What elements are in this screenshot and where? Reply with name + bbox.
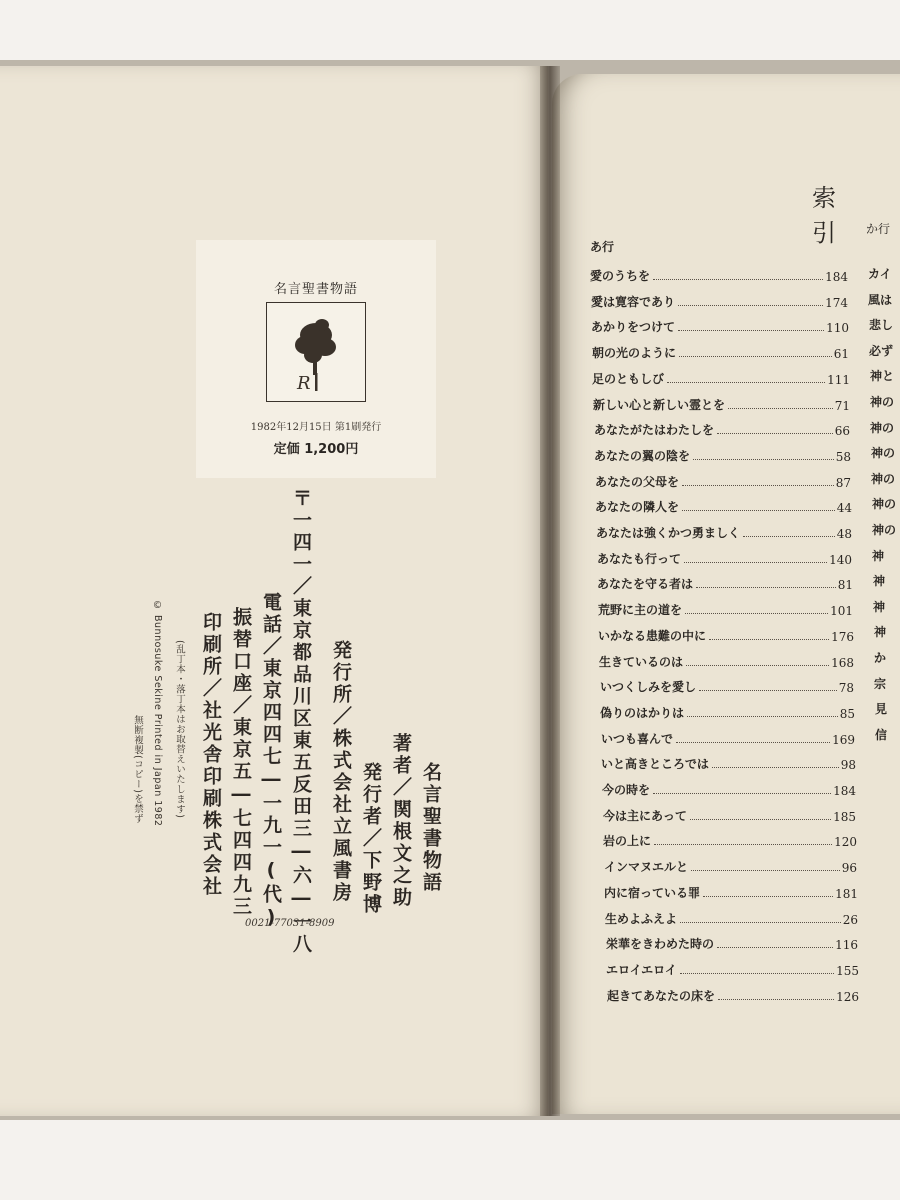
index-entry-text: 岩の上に	[603, 834, 652, 849]
index-entry-text: インマヌエルと	[604, 860, 689, 875]
index-entry-page: 66	[834, 424, 850, 439]
index-entry	[606, 958, 859, 978]
index-entry-text: 新しい心と新しい霊とを	[593, 397, 726, 412]
index-entry-page: 116	[835, 938, 858, 953]
index-entry	[592, 367, 850, 387]
index-entry-partial: 風は	[868, 292, 893, 307]
phone-line: 電話／東京四四七―一九一(代)	[260, 592, 282, 931]
index-entry-text: あなたは強くかつ勇ましく	[596, 526, 741, 540]
index-entry-text: エロイエロイ	[606, 962, 677, 977]
index-entry	[591, 315, 849, 335]
leader-dots	[685, 613, 828, 614]
index-entry-page: 96	[841, 861, 857, 876]
leader-dots	[653, 793, 831, 794]
index-entry-partial: 神	[873, 599, 886, 614]
index-entry-page: 140	[829, 552, 852, 567]
index-entry-partial: 神の	[870, 395, 895, 409]
index-entry-partial: 神	[873, 574, 886, 589]
index-entry-text: いかなる患難の中に	[598, 628, 707, 643]
book-title-vertical: 名言聖書物語	[420, 762, 442, 894]
author-line: 著者／関根文之助	[390, 733, 412, 909]
replacement-notice: (乱丁本・落丁本はお取替えいたします)	[174, 640, 185, 819]
index-entry-page: 26	[842, 912, 858, 927]
index-entry-page: 155	[836, 963, 859, 978]
index-entry	[595, 470, 851, 490]
index-entry-text: 愛のうちを	[590, 269, 651, 283]
index-entry	[598, 624, 854, 644]
leader-dots	[693, 459, 834, 460]
index-entry-page: 85	[839, 706, 855, 721]
index-entry-page: 120	[834, 835, 857, 850]
leader-dots	[687, 716, 838, 717]
section-heading-ka: か行	[866, 222, 891, 236]
index-entry	[605, 907, 858, 927]
index-entry-page: 44	[836, 501, 852, 516]
index-entry-text: あなたがたはわたしを	[594, 423, 715, 438]
address-line: 〒一四一／東京都品川区東五反田三―六―一八	[290, 488, 312, 956]
index-entry	[602, 778, 856, 798]
index-entry-text: 今は主にあって	[603, 808, 687, 823]
index-entry-page: 71	[834, 398, 850, 413]
index-entry	[590, 264, 848, 284]
leader-dots	[743, 536, 835, 537]
index-entry-page: 185	[833, 809, 856, 824]
index-entry	[601, 752, 856, 772]
index-entry-partial: 神	[874, 625, 887, 640]
index-entry-text: 生めよふえよ	[605, 911, 678, 926]
index-entry	[594, 418, 850, 438]
index-entry-page: 61	[833, 347, 849, 362]
leader-dots	[679, 356, 832, 357]
leader-dots	[680, 973, 834, 974]
index-entry-page: 111	[827, 372, 850, 387]
leader-dots	[712, 767, 839, 768]
index-entry-page: 58	[835, 449, 851, 464]
leader-dots	[682, 485, 834, 486]
index-entry	[597, 572, 853, 592]
leader-dots	[654, 844, 832, 845]
index-entry	[603, 804, 856, 824]
index-entry	[594, 444, 851, 464]
colophon-box	[196, 240, 436, 478]
leader-dots	[703, 896, 833, 897]
index-entry-text: 朝の光のように	[592, 346, 677, 361]
index-entry-partial: か	[874, 651, 887, 665]
index-entry-partial: 宗	[874, 676, 887, 691]
index-entry-text: あなたの翼の陰を	[594, 448, 691, 463]
leader-dots	[678, 330, 824, 331]
index-entry-page: 126	[836, 989, 859, 1004]
index-entry-partial: 信	[875, 727, 888, 742]
leader-dots	[717, 433, 833, 434]
index-entry-text: いつも喜んで	[601, 731, 674, 746]
isbn-code: 0021-77031-8909	[245, 918, 335, 929]
index-entry-page: 87	[835, 475, 851, 490]
index-entry-page: 110	[826, 321, 849, 336]
index-entry-partial: 悲し	[869, 318, 894, 333]
index-entry	[595, 495, 852, 515]
index-entry	[607, 984, 859, 1004]
index-entry	[603, 829, 857, 849]
index-entry-partial: カイ	[868, 267, 892, 281]
index-entry-text: 生きているのは	[599, 654, 684, 669]
publisher-logo	[266, 302, 366, 402]
index-entry-text: あなたの父母を	[595, 474, 680, 489]
index-entry	[606, 932, 858, 952]
copyright-line: © Bunnosuke Sekine Printed in Japan 1982	[152, 600, 163, 827]
copy-prohibited-notice: 無断複製(コピー)を禁ず	[132, 715, 143, 824]
index-entry	[600, 675, 854, 695]
index-entry-text: 荒野に主の道を	[598, 603, 683, 618]
index-entry-partial: 神の	[871, 471, 896, 486]
index-entry-page: 181	[835, 886, 858, 901]
publisher-person-line: 発行者／下野博	[360, 762, 382, 916]
series-title: 名言聖書物語	[273, 282, 358, 297]
leader-dots	[718, 999, 834, 1000]
index-entry-partial: 神と	[870, 369, 895, 384]
left-page	[0, 66, 548, 1116]
index-entry	[601, 727, 855, 747]
leader-dots	[653, 279, 823, 280]
index-entry-page: 184	[833, 784, 856, 798]
index-title: 索引	[812, 184, 862, 247]
index-entry-partial: 神の	[872, 497, 897, 512]
leader-dots	[678, 305, 823, 306]
price: 定価 1,200円	[273, 442, 359, 457]
tree-logo-icon	[267, 303, 365, 401]
index-entry-text: いつくしみを愛し	[600, 680, 697, 695]
index-entry-page: 184	[825, 270, 848, 284]
index-entry-text: 起きてあなたの床を	[607, 988, 716, 1003]
index-entry-text: いと高きところでは	[601, 757, 709, 772]
index-entry-partial: 神の	[871, 446, 896, 461]
index-entry	[604, 881, 858, 901]
index-entry	[599, 650, 854, 670]
index-entry	[604, 855, 857, 875]
index-entry-page: 169	[832, 732, 855, 747]
index-entry-partial: 神の	[872, 523, 897, 537]
index-entry-text: 内に宿っている罪	[604, 885, 701, 900]
publisher-line: 発行所／株式会社立風書房	[330, 640, 352, 904]
index-entry-text: 栄華をきわめた時の	[606, 937, 715, 952]
leader-dots	[686, 665, 829, 666]
leader-dots	[676, 742, 830, 743]
index-entry-text: 愛は寛容であり	[591, 294, 676, 309]
leader-dots	[717, 947, 833, 948]
printer-line: 印刷所／社光舎印刷株式会社	[200, 612, 222, 898]
index-entry-text: あなたの隣人を	[595, 500, 680, 515]
index-entry	[600, 701, 855, 721]
index-entry	[596, 521, 852, 541]
index-entry-page: 176	[831, 629, 854, 644]
transfer-line: 振替口座／東京五―七四四九三	[230, 607, 252, 918]
index-entry-text: あなたも行って	[597, 551, 682, 566]
index-entry-text: 偽りのはかりは	[600, 705, 685, 720]
index-entry	[598, 598, 853, 618]
leader-dots	[680, 922, 841, 923]
index-entry-page: 101	[830, 604, 853, 619]
index-entry-partial: 見	[875, 702, 888, 717]
index-entry-page: 48	[836, 527, 852, 541]
index-entry-partial: 神の	[870, 420, 895, 435]
index-entry	[591, 290, 848, 310]
svg-text:R: R	[297, 373, 311, 394]
section-heading-a: あ行	[590, 240, 615, 254]
leader-dots	[728, 408, 833, 409]
index-entry-page: 98	[840, 758, 856, 773]
leader-dots	[696, 587, 836, 588]
index-entry-page: 78	[838, 681, 854, 696]
book-gutter	[540, 66, 560, 1116]
leader-dots	[667, 382, 825, 383]
leader-dots	[699, 690, 837, 691]
index-entry	[592, 341, 849, 361]
leader-dots	[709, 639, 829, 640]
index-entry-text: あなたを守る者は	[597, 577, 694, 592]
index-entry-partial: 神	[872, 548, 885, 563]
leader-dots	[682, 510, 835, 511]
index-entry	[593, 393, 850, 413]
index-entry-text: あかりをつけて	[591, 320, 676, 335]
index-entry-page: 174	[825, 295, 848, 310]
index-entry-text: 足のともしび	[592, 371, 665, 386]
index-entry-page: 81	[837, 578, 853, 593]
index-entry-page: 168	[831, 655, 854, 670]
leader-dots	[691, 870, 840, 871]
index-entry-text: 今の時を	[602, 783, 651, 797]
index-entry	[597, 547, 852, 567]
leader-dots	[690, 819, 831, 820]
issue-date: 1982年12月15日 第1刷発行	[250, 422, 382, 433]
index-entry-partial: 必ず	[869, 343, 894, 358]
leader-dots	[684, 562, 827, 563]
